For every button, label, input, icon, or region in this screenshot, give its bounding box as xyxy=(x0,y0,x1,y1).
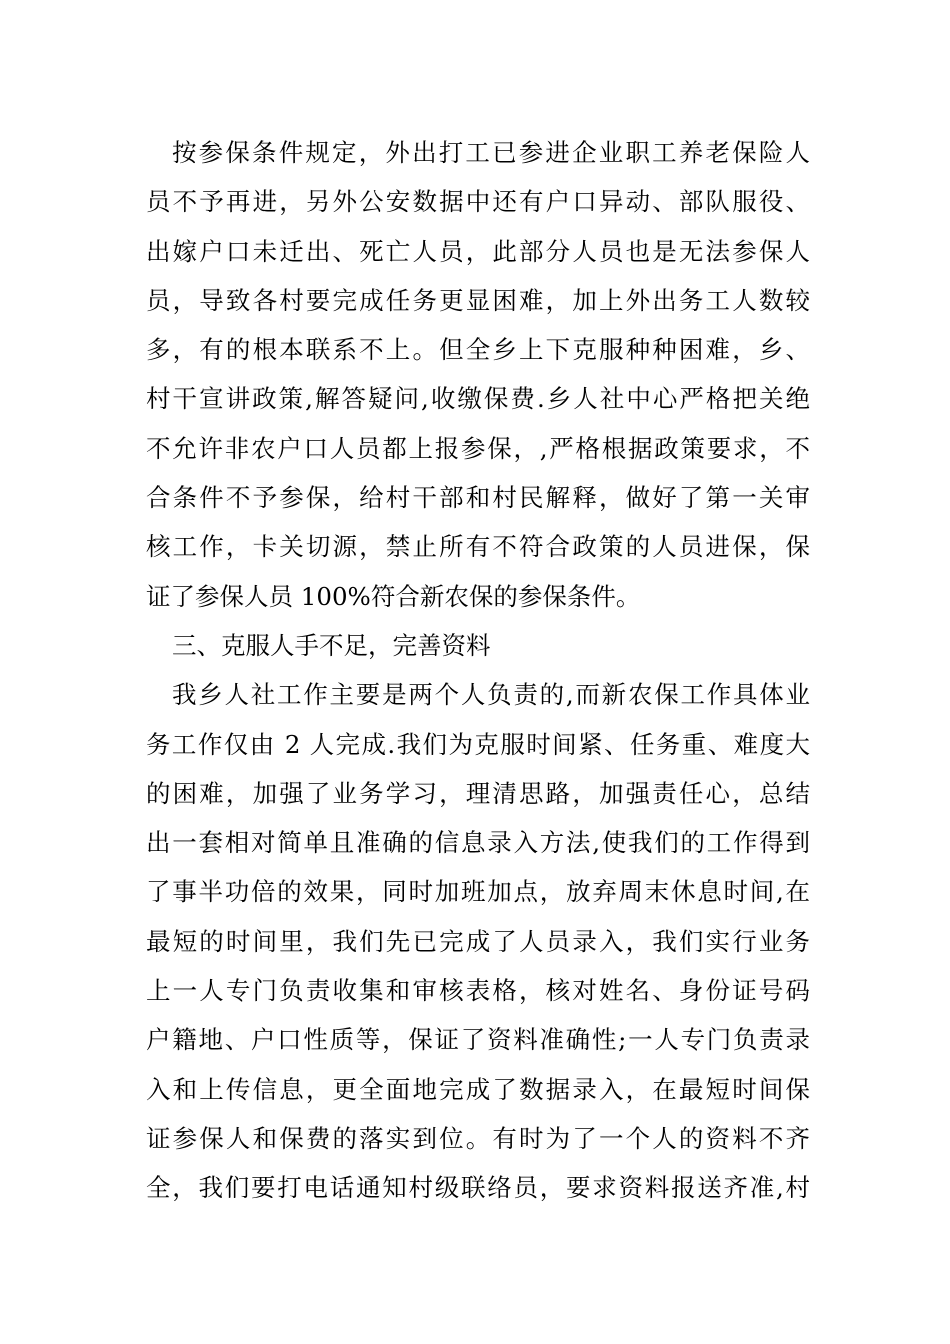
section-heading xyxy=(146,621,810,670)
text-line: 最短的时间里，我们先已完成了人员录入，我们实行业务 xyxy=(146,926,810,956)
paragraph-staffing xyxy=(146,670,810,1212)
text-line: 我乡人社工作主要是两个人负责的,而新农保工作具体业 xyxy=(172,680,810,710)
text-line: 员不予再进，另外公安数据中还有户口异动、部队服役、 xyxy=(146,187,810,217)
paragraph-eligibility xyxy=(146,128,810,621)
text-line: 出嫁户口未迁出、死亡人员，此部分人员也是无法参保人 xyxy=(146,236,810,266)
text-line: 务工作仅由 2 人完成.我们为克服时间紧、任务重、难度大 xyxy=(146,729,810,759)
text-line: 了事半功倍的效果，同时加班加点，放弃周末休息时间,在 xyxy=(146,877,810,907)
text-line: 的困难，加强了业务学习，理清思路，加强责任心，总结 xyxy=(146,778,810,808)
section-heading-text: 三、克服人手不足，完善资料 xyxy=(172,630,491,660)
text-line: 员，导致各村要完成任务更显困难，加上外出务工人数较 xyxy=(146,285,810,315)
text-line: 全，我们要打电话通知村级联络员，要求资料报送齐准,村 xyxy=(146,1173,810,1203)
text-line: 核工作，卡关切源，禁止所有不符合政策的人员进保，保 xyxy=(146,532,810,562)
text-line: 出一套相对简单且准确的信息录入方法,使我们的工作得到 xyxy=(146,828,810,858)
text-line: 不允许非农户口人员都上报参保，,严格根据政策要求，不 xyxy=(146,433,810,463)
text-line: 户籍地、户口性质等，保证了资料准确性;一人专门负责录 xyxy=(146,1025,810,1055)
text-line: 多，有的根本联系不上。但全乡上下克服种种困难，乡、 xyxy=(146,335,810,365)
text-line: 合条件不予参保，给村干部和村民解释，做好了第一关审 xyxy=(146,483,810,513)
text-line: 村干宣讲政策,解答疑问,收缴保费.乡人社中心严格把关绝 xyxy=(146,384,810,414)
text-line: 按参保条件规定，外出打工已参进企业职工养老保险人 xyxy=(172,138,810,167)
text-line: 入和上传信息，更全面地完成了数据录入，在最短时间保 xyxy=(146,1074,810,1104)
text-line: 证参保人和保费的落实到位。有时为了一个人的资料不齐 xyxy=(146,1123,810,1153)
document-page xyxy=(146,128,810,1213)
text-line: 上一人专门负责收集和审核表格，核对姓名、身份证号码 xyxy=(146,976,810,1006)
text-line: 证了参保人员 100%符合新农保的参保条件。 xyxy=(146,581,641,611)
